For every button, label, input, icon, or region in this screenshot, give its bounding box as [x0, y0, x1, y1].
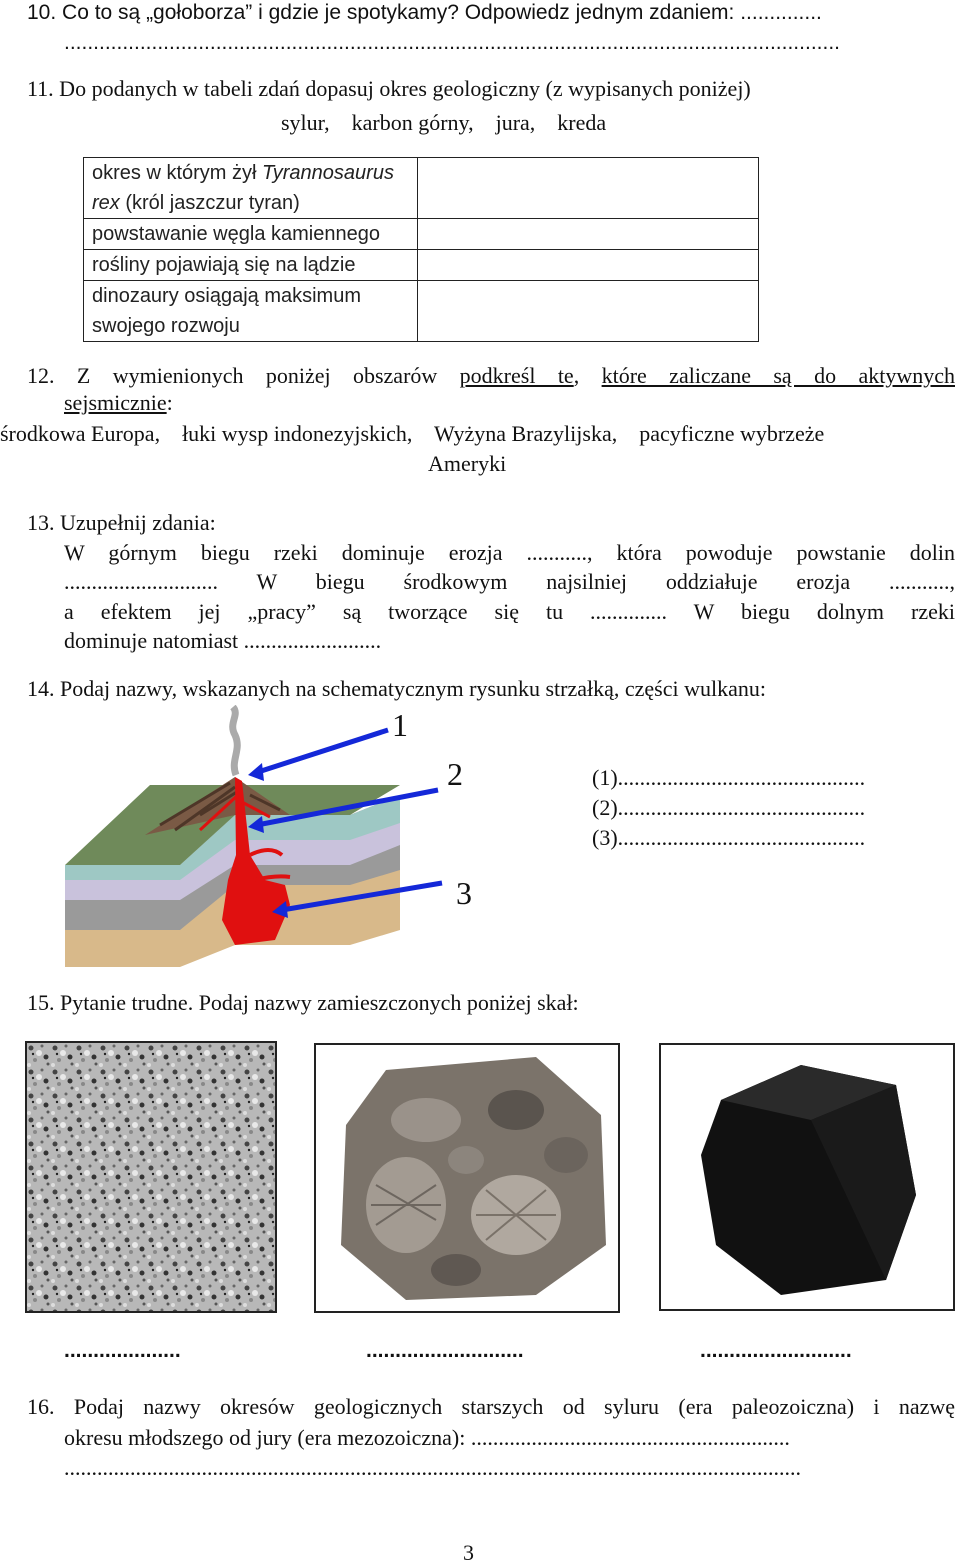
q11-row-label: okres w którym żył Tyrannosaurus rex (król jaszczur tyran) — [84, 158, 418, 219]
smoke-plume — [233, 707, 238, 775]
q13-title: 13. Uzupełnij zdania: — [27, 510, 216, 535]
q11-answer-cell[interactable] — [418, 219, 759, 250]
q15-title: 15. Pytanie trudne. Podaj nazwy zamieszczonych poniżej skał: — [27, 990, 579, 1015]
volcano-label-3: 3 — [456, 875, 472, 911]
volcano-label-2: 2 — [447, 756, 463, 792]
arrow-1 — [255, 730, 388, 773]
q13-line3: a efektem jej „pracy” są tworzące się tu .............. W biegu dolnym rzeki — [64, 599, 955, 624]
q12-question-cont: sejsmicznie: — [64, 390, 173, 415]
layer-teal-front — [65, 865, 180, 880]
q13-line4: dominuje natomiast ......................... — [64, 628, 382, 653]
q16-line1: 16. Podaj nazwy okresów geologicznych starszych od syluru (era paleozoiczna) i nazwę — [27, 1394, 955, 1419]
q11-row-label: powstawanie węgla kamiennego — [84, 219, 418, 250]
layer-sand-front — [65, 930, 180, 967]
rock-photo-basalt — [659, 1043, 955, 1311]
q15-blank-2: ........................... — [366, 1339, 524, 1362]
q16-line3: ...................................................................................................................................... — [64, 1455, 801, 1480]
q15-blank-3: .......................... — [700, 1339, 852, 1362]
q11-options: sylur, karbon górny, jura, kreda — [281, 110, 607, 135]
q10-line2: ..................................................................................................................................... — [64, 31, 840, 54]
q14-answer-2: (2)............................................. — [592, 795, 866, 820]
q10-line1: 10. Co to są „gołoborza” i gdzie je spotykamy? Odpowiedz jednym zdaniem: .............. — [27, 1, 822, 24]
q11-answer-cell[interactable] — [418, 250, 759, 281]
q11-answer-cell[interactable] — [418, 281, 759, 342]
volcano-label-1: 1 — [392, 707, 408, 743]
q13-line1: W górnym biegu rzeki dominuje erozja ..........., która powoduje powstanie dolin — [64, 540, 955, 565]
q11-table — [83, 157, 759, 342]
q11-intro: 11. Do podanych w tabeli zdań dopasuj okres geologiczny (z wypisanych poniżej) — [27, 76, 751, 101]
q13-line2: ............................ W biegu środkowym najsilniej oddziałuje erozja ..........., — [64, 569, 955, 594]
q11-answer-cell[interactable] — [418, 158, 759, 219]
q15-blank-1: .................... — [64, 1339, 181, 1362]
volcano-diagram — [50, 705, 470, 975]
q12-areas: środkowa Europa, łuki wysp indonezyjskich, Wyżyna Brazylijska, pacyficzne wybrzeże — [0, 421, 825, 446]
q12-question: 12. Z wymienionych poniżej obszarów podkreśl te, które zaliczane są do aktywnych — [27, 363, 955, 388]
rock-photo-shell-limestone — [314, 1043, 620, 1313]
layer-lilac-front — [65, 880, 180, 900]
page-number: 3 — [463, 1540, 474, 1565]
q16-line2: okresu młodszego od jury (era mezozoiczna): .......................................................... — [64, 1425, 790, 1450]
q14-answer-1: (1)............................................. — [592, 765, 866, 790]
layer-grey-front — [65, 900, 180, 930]
rock-photo-granite — [25, 1041, 277, 1313]
q11-row-label: rośliny pojawiają się na lądzie — [84, 250, 418, 281]
q14-answer-3: (3)............................................. — [592, 825, 866, 850]
q11-row-label: dinozaury osiągają maksimum swojego rozwoju — [84, 281, 418, 342]
q12-areas-cont: Ameryki — [428, 451, 507, 476]
q14-title: 14. Podaj nazwy, wskazanych na schematycznym rysunku strzałką, części wulkanu: — [27, 676, 766, 701]
